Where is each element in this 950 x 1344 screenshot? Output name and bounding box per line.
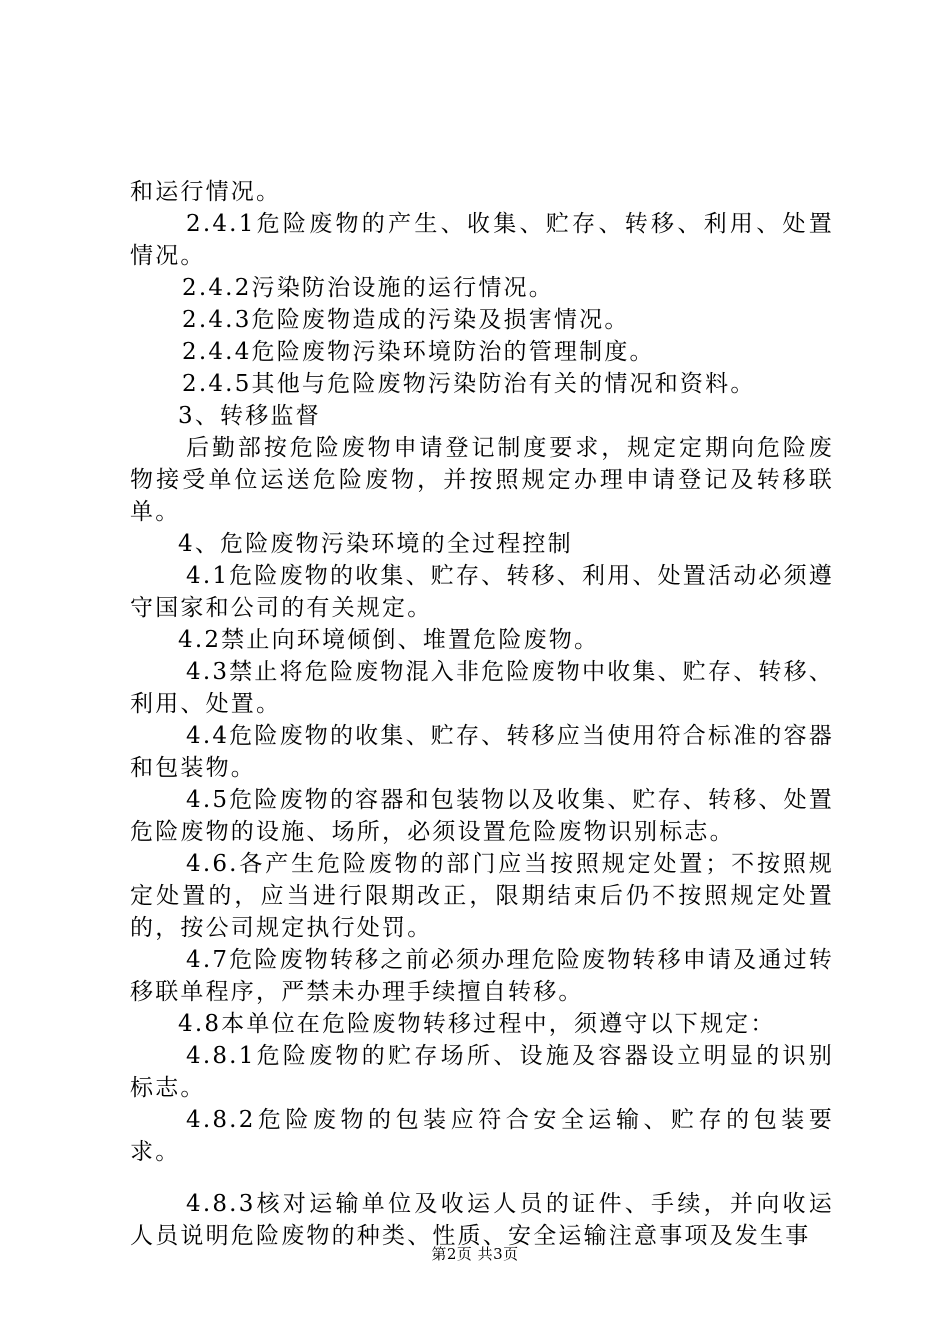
paragraph-4-8-3: 4.8.3核对运输单位及收运人员的证件、手续，并向收运人员说明危险废物的种类、性质、安全运输注意事项及发生事	[130, 1191, 834, 1249]
paragraph-4-2: 4.2禁止向环境倾倒、堆置危险废物。	[178, 627, 600, 653]
paragraph-4-8-2: 4.8.2危险废物的包装应符合安全运输、贮存的包装要求。	[130, 1107, 834, 1165]
section-heading-3: 3、转移监督	[178, 403, 321, 429]
paragraph-2-4-1: 2.4.1危险废物的产生、收集、贮存、转移、利用、处置情况。	[130, 211, 834, 269]
paragraph-4-1: 4.1危险废物的收集、贮存、转移、利用、处置活动必须遵守国家和公司的有关规定。	[130, 563, 834, 621]
page-number-footer: 第2页 共3页	[431, 1245, 519, 1263]
paragraph-4-8: 4.8本单位在危险废物转移过程中，须遵守以下规定：	[178, 1011, 776, 1037]
paragraph-continuation: 和运行情况。	[130, 179, 282, 205]
paragraph-2-4-3: 2.4.3危险废物造成的污染及损害情况。	[182, 307, 630, 333]
paragraph-transfer-supervision: 后勤部按危险废物申请登记制度要求，规定定期向危险废物接受单位运送危险废物，并按照规定办理申请登记及转移联单。	[130, 435, 834, 525]
paragraph-4-7: 4.7危险废物转移之前必须办理危险废物转移申请及通过转移联单程序，严禁未办理手续擅自转移。	[130, 947, 834, 1005]
paragraph-4-8-1: 4.8.1危险废物的贮存场所、设施及容器设立明显的识别标志。	[130, 1043, 834, 1101]
paragraph-4-5: 4.5危险废物的容器和包装物以及收集、贮存、转移、处置危险废物的设施、场所，必须设置危险废物识别标志。	[130, 787, 834, 845]
paragraph-2-4-5: 2.4.5其他与危险废物污染防治有关的情况和资料。	[182, 371, 756, 397]
section-heading-4: 4、危险废物污染环境的全过程控制	[178, 531, 573, 557]
paragraph-4-3: 4.3禁止将危险废物混入非危险废物中收集、贮存、转移、利用、处置。	[130, 659, 834, 717]
paragraph-4-6: 4.6.各产生危险废物的部门应当按照规定处置；不按照规定处置的，应当进行限期改正，限期结束后仍不按照规定处置的，按公司规定执行处罚。	[130, 851, 834, 941]
document-body	[130, 176, 834, 1252]
paragraph-2-4-4: 2.4.4危险废物污染环境防治的管理制度。	[182, 339, 655, 365]
paragraph-2-4-2: 2.4.2污染防治设施的运行情况。	[182, 275, 554, 301]
paragraph-4-4: 4.4危险废物的收集、贮存、转移应当使用符合标准的容器和包装物。	[130, 723, 834, 781]
